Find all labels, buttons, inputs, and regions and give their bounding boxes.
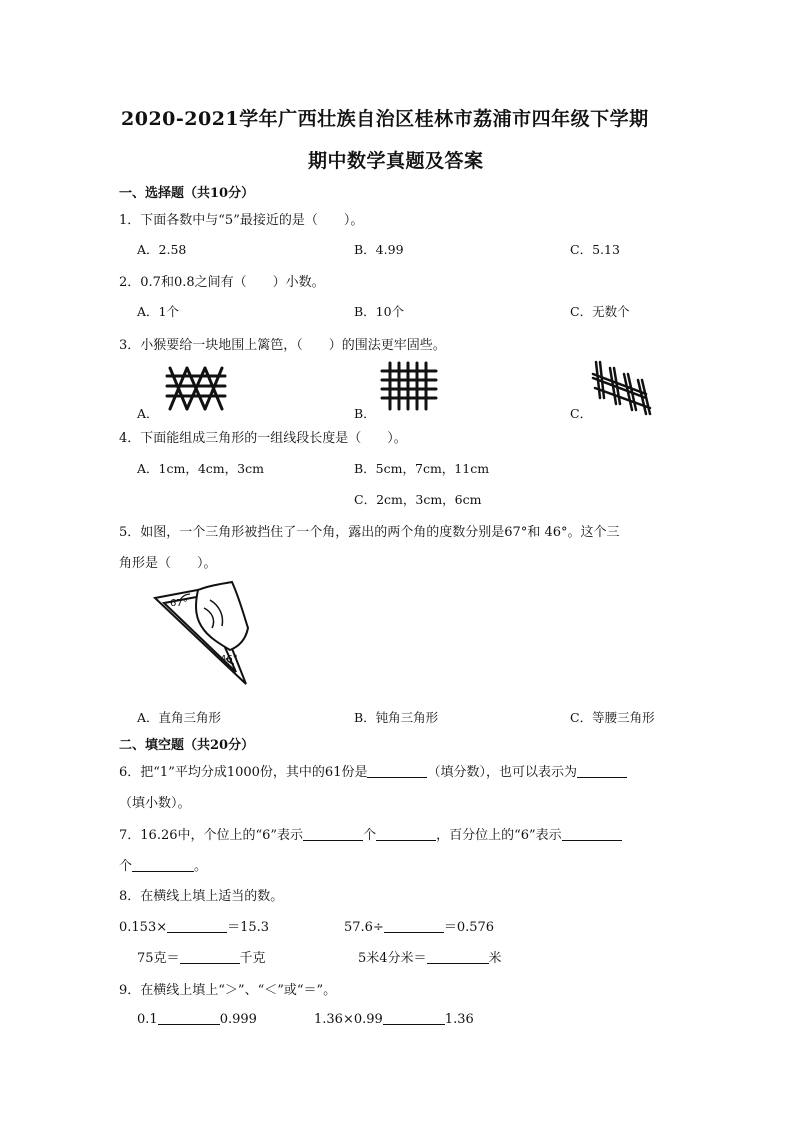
question-4-option-c[interactable]: C．2cm，3cm，6cm [354, 492, 482, 507]
question-6-blank-decimal[interactable] [577, 764, 627, 778]
question-9-stem: 9．在横线上填上“＞”、“＜”或“＝”。 [119, 983, 337, 998]
question-5-stem-line1: 5．如图，一个三角形被挡住了一个角，露出的两个角的度数分别是67°和 46°。这个三 [119, 525, 620, 540]
fence-leaning-icon [590, 358, 654, 416]
question-8-blank-4[interactable] [427, 950, 489, 964]
question-7-part5: 。 [194, 859, 208, 874]
question-5-option-c[interactable]: C．等腰三角形 [570, 710, 655, 725]
question-9-expr-2 [314, 1011, 474, 1027]
question-7-part4: 个 [119, 859, 133, 874]
question-8-expr-3-left: 75克＝ [137, 951, 180, 966]
question-8-expr-4 [358, 947, 502, 966]
question-8-expr-2-left: 57.6÷ [344, 920, 384, 935]
fence-diagonal-icon [165, 364, 227, 412]
question-8-expr-3-right: 千克 [239, 951, 266, 966]
question-7-blank-1[interactable] [303, 827, 363, 841]
question-6-part2: （填分数），也可以表示为 [427, 765, 577, 780]
question-7-part2: 个 [363, 828, 377, 843]
question-7-blank-3[interactable] [562, 827, 622, 841]
question-1-option-c[interactable]: C．5.13 [570, 242, 620, 257]
question-8-blank-1[interactable] [167, 919, 227, 933]
page-title-line2: 期中数学真题及答案 [308, 150, 484, 172]
question-9-expr-2-left: 1.36×0.99 [314, 1012, 383, 1027]
question-8-blank-2[interactable] [384, 919, 444, 933]
question-3-stem: 3．小猴要给一块地围上篱笆，（ ）的围法更牢固些。 [119, 338, 446, 353]
question-8-expr-3 [137, 947, 266, 966]
question-8-blank-3[interactable] [180, 950, 240, 964]
page-title-line1: 2020-2021学年广西壮族自治区桂林市荔浦市四年级下学期 [121, 108, 649, 130]
question-7-part1: 7．16.26中，个位上的“6”表示 [119, 828, 304, 843]
question-6-part1: 6．把“1”平均分成1000份，其中的61份是 [119, 765, 368, 780]
question-5-option-a[interactable]: A．直角三角形 [137, 710, 222, 725]
question-5-option-b[interactable]: B．钝角三角形 [354, 710, 439, 725]
question-3-option-b[interactable]: B． [354, 406, 376, 421]
question-1-option-a[interactable]: A．2.58 [137, 242, 187, 257]
question-7-line1 [119, 824, 622, 843]
question-8-expr-1-right: ＝15.3 [227, 920, 270, 935]
question-1-option-b[interactable]: B．4.99 [354, 242, 404, 257]
question-6-part3: （填小数）。 [119, 796, 191, 811]
question-5-stem-line2: 角形是（ ）。 [119, 556, 217, 571]
angle-67-label: 67° [170, 598, 188, 609]
question-4-option-b[interactable]: B．5cm，7cm，11cm [354, 461, 490, 476]
question-9-blank-1[interactable] [158, 1011, 220, 1025]
question-2-option-b[interactable]: B．10个 [354, 304, 405, 319]
question-4-stem: 4．下面能组成三角形的一组线段长度是（ ）。 [119, 431, 407, 446]
question-4-option-a[interactable]: A．1cm，4cm，3cm [137, 461, 264, 476]
question-9-blank-2[interactable] [383, 1011, 445, 1025]
question-8-expr-1 [119, 916, 269, 935]
question-2-stem: 2．0.7和0.8之间有（ ）小数。 [119, 275, 325, 290]
question-9-expr-2-right: 1.36 [444, 1012, 474, 1027]
question-9-expr-1-right: 0.999 [219, 1012, 257, 1027]
section-heading-choice: 一、选择题（共10分） [119, 186, 255, 201]
question-9-expr-1 [137, 1011, 257, 1027]
question-1-stem: 1．下面各数中与“5”最接近的是（ ）。 [119, 213, 364, 228]
angle-46-label: 46° [220, 654, 238, 665]
question-9-expr-1-left: 0.1 [137, 1012, 158, 1027]
fence-grid-icon [380, 361, 438, 411]
question-8-expr-1-left: 0.153× [119, 920, 168, 935]
question-8-expr-4-right: 米 [488, 951, 502, 966]
covered-triangle-figure [150, 580, 260, 690]
section-heading-fill: 二、填空题（共20分） [119, 738, 255, 753]
question-7-line2 [119, 855, 207, 874]
question-6-line1 [119, 761, 627, 780]
question-3-option-a[interactable]: A． [137, 406, 159, 421]
question-8-expr-2-right: ＝0.576 [443, 920, 495, 935]
question-7-blank-4[interactable] [132, 858, 194, 872]
question-6-blank-fraction[interactable] [367, 764, 427, 778]
question-3-option-c[interactable]: C． [570, 406, 593, 421]
question-2-option-a[interactable]: A．1个 [137, 304, 179, 319]
question-2-option-c[interactable]: C．无数个 [570, 304, 630, 319]
question-8-stem: 8．在横线上填上适当的数。 [119, 889, 284, 904]
question-8-expr-4-left: 5米4分米＝ [358, 951, 427, 966]
question-8-expr-2 [344, 916, 494, 935]
question-7-part3: ，百分位上的“6”表示 [436, 828, 562, 843]
question-7-blank-2[interactable] [376, 827, 436, 841]
